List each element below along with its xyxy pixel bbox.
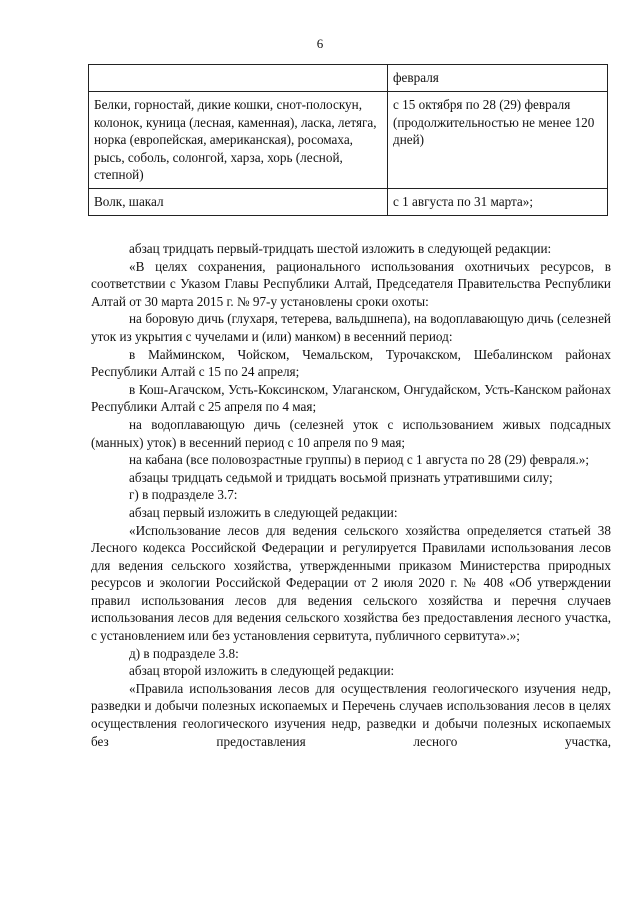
paragraph: на водоплавающую дичь (селезней уток с использованием живых подсадных (манных) уток) в весенний период с 10 апреля по 9 мая; xyxy=(91,416,611,450)
period-cell: февраля xyxy=(388,65,608,92)
hunting-periods-table xyxy=(88,64,608,216)
paragraph: абзацы тридцать седьмой и тридцать восьмой признать утратившими силу; xyxy=(129,469,553,485)
paragraph: абзац первый изложить в следующей редакции: xyxy=(129,504,398,520)
paragraph: д) в подразделе 3.8: xyxy=(129,645,239,661)
paragraph: на боровую дичь (глухаря, тетерева, вальдшнепа), на водоплавающую дичь (селезней уток из укрытия с чучелами и (или) манком) в весенний период: xyxy=(91,311,611,344)
paragraph: абзац тридцать первый-тридцать шестой изложить в следующей редакции: xyxy=(129,241,552,256)
period-cell: с 15 октября по 28 (29) февраля (продолжительностью не менее 120 дней) xyxy=(388,92,608,189)
paragraph: абзац второй изложить в следующей редакции: xyxy=(129,663,395,679)
table-row xyxy=(89,189,608,216)
paragraph: «В целях сохранения, рационального использования охотничьих ресурсов, в соответствии с Указом Главы Республики Алтай, Председателя Правительства Республики Алтай от 30 марта 2015 г. № 97-у установлены сроки охоты: xyxy=(91,258,611,309)
paragraph: «Правила использования лесов для осуществления геологического изучения недр, разведки и добычи полезных ископаемых и Перечень случаев использования лесов в целях осуществления геологического изучения недр, разведки и добычи полезных ископаемых без предоставления лесного участка, xyxy=(91,680,611,749)
species-cell: Белки, горностай, дикие кошки, снот-полоскун, колонок, куница (лесная, каменная), ласка, летяга, норка (европейская, американская), росомаха, рысь, соболь, солонгой, харза, хорь (лесной, степной) xyxy=(89,92,388,189)
species-cell xyxy=(89,65,388,92)
page-number: 6 xyxy=(316,36,324,51)
paragraph: г) в подразделе 3.7: xyxy=(129,487,238,503)
paragraph: в Кош-Агачском, Усть-Коксинском, Улаганском, Онгудайском, Усть-Канском районах Республики Алтай с 25 апреля по 4 мая; xyxy=(91,381,611,415)
table-row xyxy=(89,92,608,189)
body-text xyxy=(91,240,611,750)
species-cell: Волк, шакал xyxy=(89,189,388,216)
paragraph: «Использование лесов для ведения сельского хозяйства определяется статьей 38 Лесного кодекса Российской Федерации и регулируется Правилами использования лесов для ведения сельского хозяйства, утвержденными приказом Министерства природных ресурсов и экологии Российской Федерации от 2 июля 2020 г. № 408 «Об утверждении правил использования лесов для ведения сельского хозяйства и перечня случаев использования лесов для ведения сельского хозяйства без предоставления лесного участка, с установлением или без установления сервитута, публичного сервитута».»; xyxy=(91,522,611,644)
paragraph: на кабана (все половозрастные группы) в период с 1 августа по 28 (29) февраля.»; xyxy=(129,452,589,468)
period-cell: с 1 августа по 31 марта»; xyxy=(388,189,608,216)
table-row xyxy=(89,65,608,92)
paragraph: в Майминском, Чойском, Чемальском, Турочакском, Шебалинском районах Республики Алтай с 15 по 24 апреля; xyxy=(91,346,611,380)
